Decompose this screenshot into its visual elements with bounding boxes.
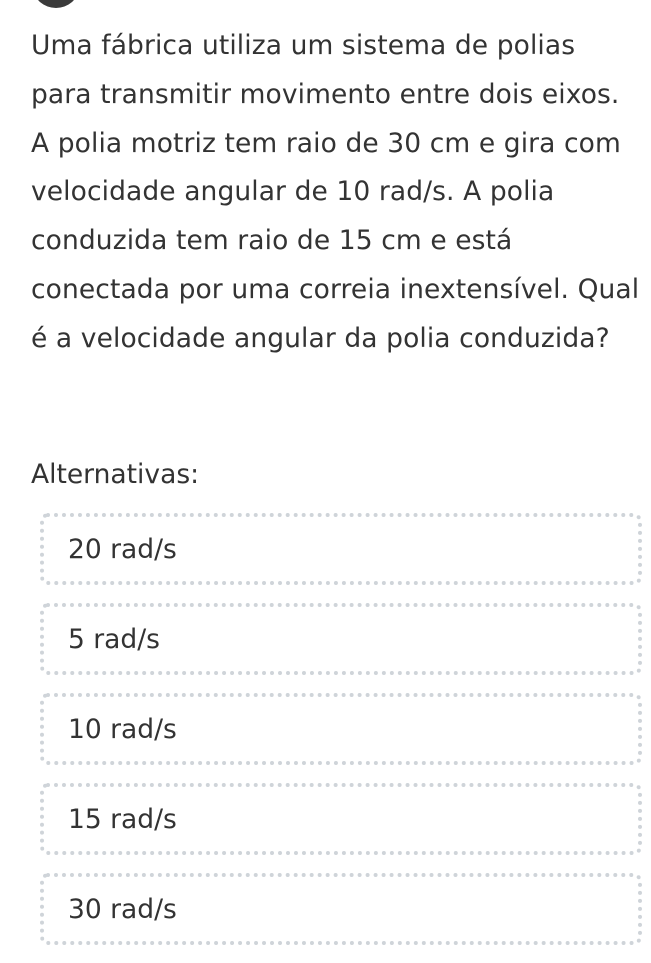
- avatar: [34, 0, 78, 8]
- alternatives-title: Alternativas:: [31, 459, 200, 490]
- alternatives-list: [40, 513, 642, 963]
- alternative-option-1[interactable]: [40, 513, 642, 585]
- alternative-label: 20 rad/s: [68, 533, 177, 565]
- alternative-label: 30 rad/s: [68, 893, 177, 925]
- alternative-option-5[interactable]: [40, 873, 642, 945]
- alternative-option-3[interactable]: [40, 693, 642, 765]
- alternative-label: 15 rad/s: [68, 803, 177, 835]
- alternative-label: 10 rad/s: [68, 713, 177, 745]
- question-text: Uma fábrica utiliza um sistema de polias para transmitir movimento entre dois eixos. A polia motriz tem raio de 30 cm e gira com velocidade angular de 10 rad/s. A polia conduzida tem raio de 15 cm e está conectada por uma correia inextensível. Qual é a velocidade angular da polia conduzida?: [31, 30, 640, 354]
- alternative-label: 5 rad/s: [68, 623, 160, 655]
- alternative-option-4[interactable]: [40, 783, 642, 855]
- alternative-option-2[interactable]: [40, 603, 642, 675]
